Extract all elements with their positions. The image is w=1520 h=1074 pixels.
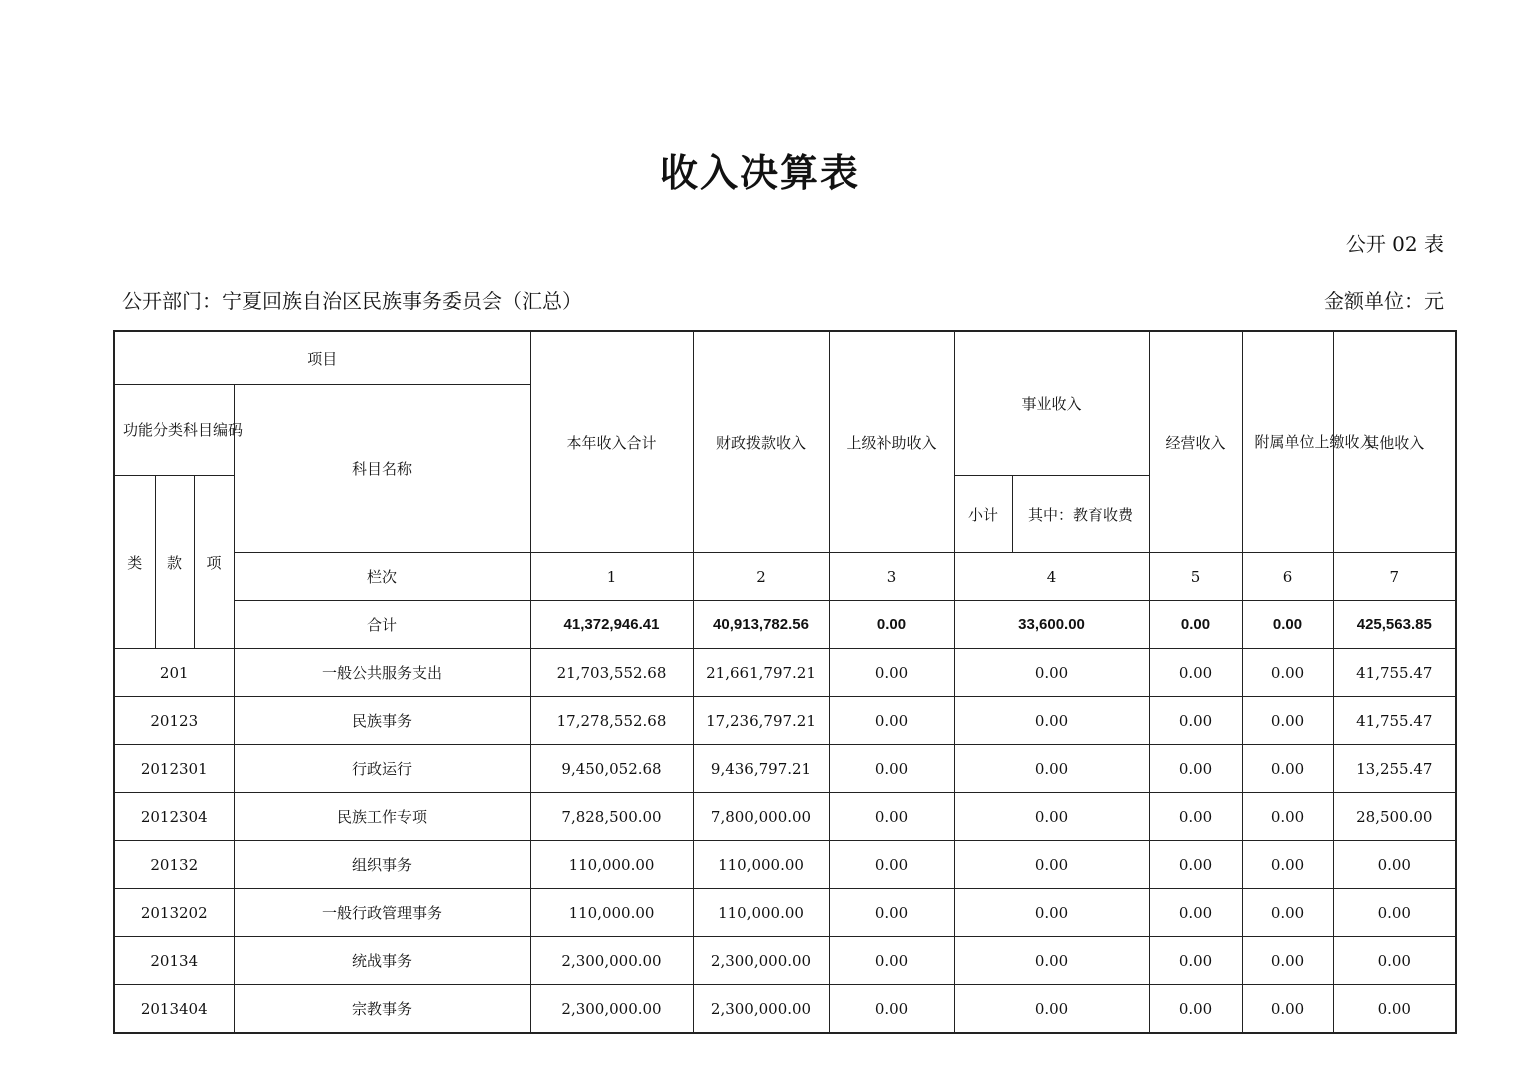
- total-value: 40,913,782.56: [693, 601, 829, 649]
- subject-name: 统战事务: [234, 937, 530, 985]
- amount-cell: 0.00: [829, 745, 954, 793]
- amount-cell: 110,000.00: [693, 889, 829, 937]
- amount-cell: 2,300,000.00: [693, 937, 829, 985]
- header-kuan: 款: [155, 476, 194, 649]
- amount-cell: 0.00: [1149, 985, 1242, 1034]
- subject-code: 2012304: [114, 793, 234, 841]
- amount-cell: 17,236,797.21: [693, 697, 829, 745]
- subject-name: 宗教事务: [234, 985, 530, 1034]
- subject-code: 20134: [114, 937, 234, 985]
- amount-cell: 0.00: [1333, 937, 1456, 985]
- amount-cell: 0.00: [1242, 649, 1333, 697]
- header-business: 事业收入: [954, 331, 1149, 476]
- amount-cell: 0.00: [1333, 841, 1456, 889]
- total-value: 0.00: [829, 601, 954, 649]
- column-number: 3: [829, 553, 954, 601]
- subject-code: 2013202: [114, 889, 234, 937]
- amount-unit-label: 金额单位：元: [1324, 289, 1444, 313]
- header-lei: 类: [114, 476, 155, 649]
- header-fiscal: 财政拨款收入: [693, 331, 829, 553]
- subject-name: 一般行政管理事务: [234, 889, 530, 937]
- header-other: 其他收入: [1333, 331, 1456, 553]
- amount-cell: 21,703,552.68: [530, 649, 693, 697]
- amount-cell: 0.00: [954, 697, 1149, 745]
- amount-cell: 41,755.47: [1333, 697, 1456, 745]
- amount-cell: 0.00: [1149, 937, 1242, 985]
- total-value: 33,600.00: [954, 601, 1149, 649]
- amount-cell: 0.00: [829, 937, 954, 985]
- income-statement-table: [113, 330, 1457, 1034]
- column-number: 5: [1149, 553, 1242, 601]
- amount-cell: 0.00: [1149, 889, 1242, 937]
- table-row: [114, 745, 1456, 793]
- amount-cell: 0.00: [1242, 985, 1333, 1034]
- column-number-row: [114, 553, 1456, 601]
- column-number: 1: [530, 553, 693, 601]
- amount-cell: 0.00: [1242, 697, 1333, 745]
- amount-cell: 13,255.47: [1333, 745, 1456, 793]
- form-number: 公开 02 表: [1345, 232, 1444, 256]
- column-number: 6: [1242, 553, 1333, 601]
- amount-cell: 9,436,797.21: [693, 745, 829, 793]
- header-func-code: 功能分类科目编码: [114, 385, 234, 476]
- amount-cell: 9,450,052.68: [530, 745, 693, 793]
- total-value: 425,563.85: [1333, 601, 1456, 649]
- subject-name: 行政运行: [234, 745, 530, 793]
- page-title: 收入决算表: [659, 150, 860, 195]
- amount-cell: 0.00: [954, 937, 1149, 985]
- subject-name: 民族工作专项: [234, 793, 530, 841]
- table-row: [114, 649, 1456, 697]
- amount-cell: 0.00: [954, 841, 1149, 889]
- amount-cell: 21,661,797.21: [693, 649, 829, 697]
- amount-cell: 0.00: [1333, 889, 1456, 937]
- header-edu: 其中：教育收费: [1012, 476, 1149, 553]
- subject-code: 20132: [114, 841, 234, 889]
- amount-cell: 0.00: [1149, 649, 1242, 697]
- total-value: 0.00: [1149, 601, 1242, 649]
- subject-name: 组织事务: [234, 841, 530, 889]
- subject-code: 2012301: [114, 745, 234, 793]
- table-row: [114, 985, 1456, 1034]
- subject-code: 201: [114, 649, 234, 697]
- amount-cell: 0.00: [1333, 985, 1456, 1034]
- amount-cell: 28,500.00: [1333, 793, 1456, 841]
- amount-cell: 0.00: [1242, 745, 1333, 793]
- amount-cell: 2,300,000.00: [530, 937, 693, 985]
- amount-cell: 0.00: [1149, 697, 1242, 745]
- amount-cell: 0.00: [954, 985, 1149, 1034]
- header-item: 项目: [114, 331, 530, 385]
- subject-name: 民族事务: [234, 697, 530, 745]
- amount-cell: 0.00: [1149, 745, 1242, 793]
- amount-cell: 0.00: [829, 793, 954, 841]
- table-row: [114, 697, 1456, 745]
- amount-cell: 2,300,000.00: [530, 985, 693, 1034]
- amount-cell: 0.00: [1242, 841, 1333, 889]
- amount-cell: 17,278,552.68: [530, 697, 693, 745]
- subject-name: 一般公共服务支出: [234, 649, 530, 697]
- total-label: 合计: [234, 601, 530, 649]
- table-row: [114, 841, 1456, 889]
- amount-cell: 2,300,000.00: [693, 985, 829, 1034]
- amount-cell: 110,000.00: [530, 841, 693, 889]
- header-total: 本年收入合计: [530, 331, 693, 553]
- column-number: 7: [1333, 553, 1456, 601]
- amount-cell: 0.00: [954, 745, 1149, 793]
- total-value: 0.00: [1242, 601, 1333, 649]
- amount-cell: 0.00: [1149, 841, 1242, 889]
- header-subtotal: 小计: [954, 476, 1012, 553]
- column-number: 4: [954, 553, 1149, 601]
- amount-cell: 0.00: [829, 649, 954, 697]
- subject-code: 2013404: [114, 985, 234, 1034]
- column-number-label: 栏次: [234, 553, 530, 601]
- amount-cell: 110,000.00: [693, 841, 829, 889]
- table-row: [114, 937, 1456, 985]
- amount-cell: 0.00: [829, 841, 954, 889]
- header-subject-name: 科目名称: [234, 385, 530, 553]
- amount-cell: 7,800,000.00: [693, 793, 829, 841]
- header-xiang: 项: [194, 476, 234, 649]
- header-row-1: [114, 331, 1456, 385]
- amount-cell: 0.00: [1149, 793, 1242, 841]
- amount-cell: 0.00: [1242, 889, 1333, 937]
- total-row: [114, 601, 1456, 649]
- amount-cell: 0.00: [829, 889, 954, 937]
- table-row: [114, 889, 1456, 937]
- table-row: [114, 793, 1456, 841]
- subject-code: 20123: [114, 697, 234, 745]
- column-number: 2: [693, 553, 829, 601]
- amount-cell: 0.00: [1242, 793, 1333, 841]
- amount-cell: 7,828,500.00: [530, 793, 693, 841]
- department-label: 公开部门：宁夏回族自治区民族事务委员会（汇总）: [122, 289, 582, 313]
- amount-cell: 41,755.47: [1333, 649, 1456, 697]
- amount-cell: 0.00: [829, 985, 954, 1034]
- amount-cell: 0.00: [954, 793, 1149, 841]
- amount-cell: 0.00: [954, 889, 1149, 937]
- total-value: 41,372,946.41: [530, 601, 693, 649]
- amount-cell: 0.00: [829, 697, 954, 745]
- header-operating: 经营收入: [1149, 331, 1242, 553]
- amount-cell: 0.00: [954, 649, 1149, 697]
- amount-cell: 0.00: [1242, 937, 1333, 985]
- amount-cell: 110,000.00: [530, 889, 693, 937]
- header-superior: 上级补助收入: [829, 331, 954, 553]
- header-affiliated: 附属单位上缴收入: [1242, 331, 1333, 553]
